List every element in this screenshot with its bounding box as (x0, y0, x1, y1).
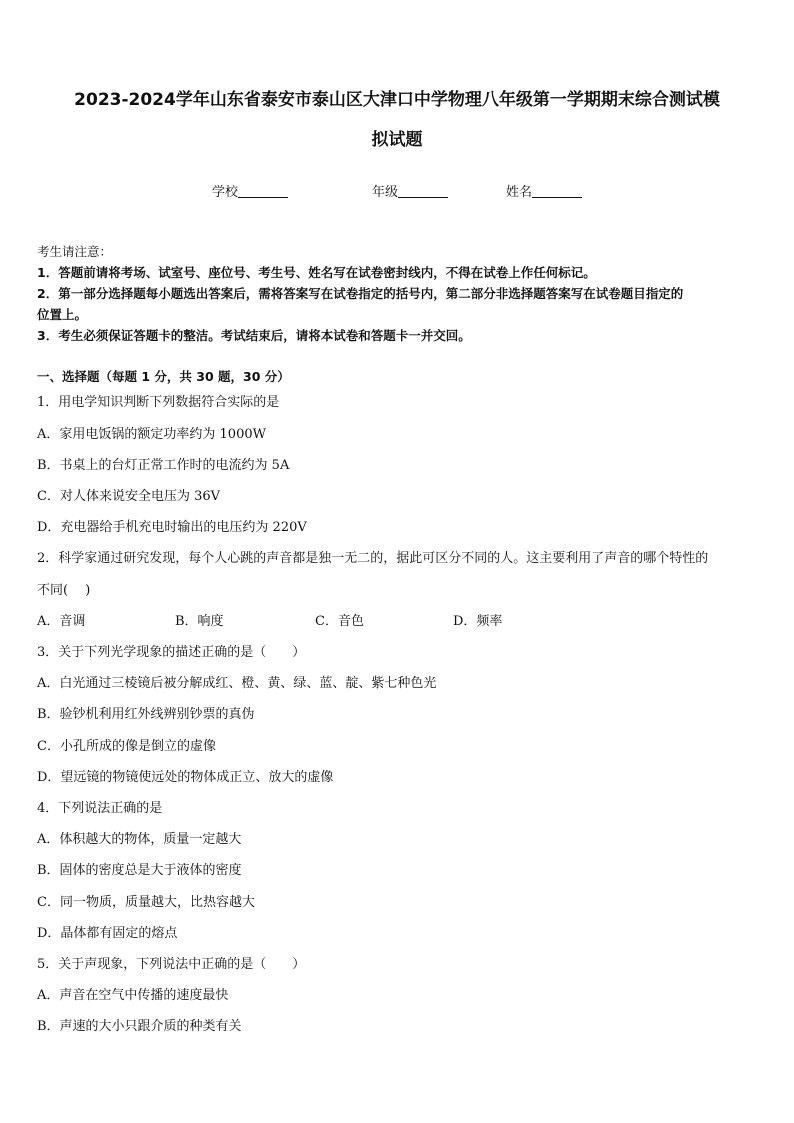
option-item: D．充电器给手机充电时输出的电压约为 220V (37, 520, 307, 535)
school-blank[interactable] (238, 183, 288, 198)
option-item: B．验钞机利用红外线辨别钞票的真伪 (37, 707, 255, 722)
notice-heading: 考生请注意： (37, 244, 113, 259)
option-item: C．音色 (315, 614, 364, 629)
question-stem: 5．关于声现象，下列说法中正确的是（ ） (37, 957, 306, 972)
notice-item: 2．第一部分选择题每小题选出答案后，需将答案写在试卷指定的括号内，第二部分非选择题答案写在试卷题目指定的 (37, 286, 684, 301)
school-field[interactable] (212, 181, 288, 200)
option-item: D．望远镜的物镜使远处的物体成正立、放大的虚像 (37, 770, 334, 785)
exam-notice (37, 241, 761, 346)
name-blank[interactable] (532, 183, 582, 198)
option-item: A．音调 (37, 614, 86, 629)
option-item: B．响度 (175, 614, 224, 629)
question-stem: 2．科学家通过研究发现，每个人心跳的声音都是独一无二的，据此可区分不同的人。这主要利用了声音的哪个特性的 (37, 551, 709, 566)
option-row (37, 612, 757, 632)
option-item: D．频率 (453, 614, 503, 629)
option-item: C．同一物质，质量越大，比热容越大 (37, 895, 255, 910)
question-stem-continued: 不同( ) (37, 583, 91, 598)
option-item: D．晶体都有固定的熔点 (37, 926, 178, 941)
question-stem: 1．用电学知识判断下列数据符合实际的是 (37, 395, 280, 410)
question-stem: 4．下列说法正确的是 (37, 801, 163, 816)
option-item: C．对人体来说安全电压为 36V (37, 489, 221, 504)
option-item: B．声速的大小只跟介质的种类有关 (37, 1019, 242, 1034)
notice-item: 1．答题前请将考场、试室号、座位号、考生号、姓名写在试卷密封线内，不得在试卷上作任何标记。 (37, 265, 596, 280)
section-title: 一、选择题（每题 1 分，共 30 题，30 分） (37, 369, 290, 384)
name-label: 姓名 (506, 185, 533, 200)
exam-title-line2: 拟试题 (371, 130, 423, 150)
option-item: A．白光通过三棱镜后被分解成红、橙、黄、绿、蓝、靛、紫七种色光 (37, 676, 437, 691)
school-label: 学校 (212, 185, 239, 200)
notice-item: 位置上。 (37, 307, 88, 322)
option-item: C．小孔所成的像是倒立的虚像 (37, 739, 216, 754)
grade-field[interactable] (372, 181, 448, 200)
option-item: A．体积越大的物体，质量一定越大 (37, 832, 242, 847)
student-info-fields (0, 181, 794, 201)
option-item: A．声音在空气中传播的速度最快 (37, 988, 229, 1003)
name-field[interactable] (506, 181, 582, 200)
option-item: B．书桌上的台灯正常工作时的电流约为 5A (37, 458, 290, 473)
option-item: A．家用电饭锅的额定功率约为 1000W (37, 427, 266, 442)
grade-blank[interactable] (398, 183, 448, 198)
question-stem: 3．关于下列光学现象的描述正确的是（ ） (37, 645, 306, 660)
option-item: B．固体的密度总是大于液体的密度 (37, 863, 242, 878)
exam-title-line1: 2023-2024学年山东省泰安市泰山区大津口中学物理八年级第一学期期末综合测试模 (74, 90, 720, 110)
grade-label: 年级 (372, 185, 399, 200)
notice-item: 3．考生必须保证答题卡的整洁。考试结束后，请将本试卷和答题卡一并交回。 (37, 328, 471, 343)
